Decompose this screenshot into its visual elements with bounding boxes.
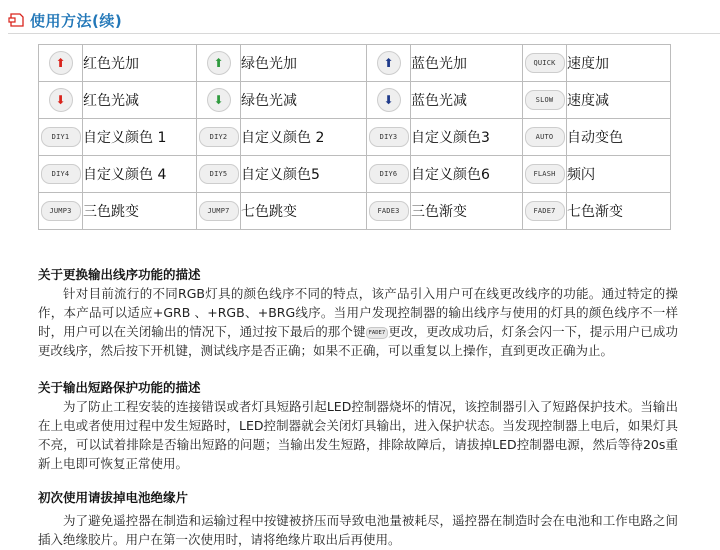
key-flash-icon: FLASH (525, 164, 565, 184)
key-icon-cell (197, 119, 241, 156)
paragraph-text: 更改，更改成功后，灯条会闪一下，提示用户已成功更改线序，然后按下开机键，测试线序是否正确；如果不正确，可以重复以上操作，直到更改正确为止。 (38, 324, 678, 358)
fade7-key-icon: FADE7 (366, 327, 389, 339)
key-fade3-icon: FADE3 (369, 201, 409, 221)
section-short-circuit (38, 378, 678, 473)
section-title: 初次使用请拔掉电池绝缘片 (38, 490, 189, 505)
section-title: 关于更换输出线序功能的描述 (38, 267, 201, 282)
key-label: 自动变色 (567, 119, 671, 156)
key-label: 蓝色光加 (411, 45, 523, 82)
key-label: 红色光加 (83, 45, 197, 82)
paragraph-text: 针对目前流行的不同RGB灯具的颜色线序不同的特点，该产品引入用户可在线更改线序的功能。通过特定的操作，本产品可以适应+GRB 、+RGB、+BRG线序。当用户发现控制器的输出线序与使用的灯具的颜色线序不一样时，用户可以在关闭输出的情况下，通过按下最后的那个键 (38, 286, 678, 339)
section-header (8, 8, 122, 32)
key-icon-cell (523, 156, 567, 193)
key-label: 蓝色光减 (411, 82, 523, 119)
key-icon-cell (367, 119, 411, 156)
section-paragraph (38, 284, 678, 360)
key-icon-cell (39, 45, 83, 82)
key-label: 速度减 (567, 82, 671, 119)
red-arrow-down-icon: ⬇ (49, 88, 73, 112)
key-diy6-icon: DIY6 (369, 164, 409, 184)
key-icon-cell (367, 156, 411, 193)
key-label: 绿色光加 (241, 45, 367, 82)
section-line-order (38, 265, 678, 360)
remote-key-table (38, 44, 671, 230)
key-label: 速度加 (567, 45, 671, 82)
section-paragraph: 为了避免遥控器在制造和运输过程中按键被挤压而导致电池量被耗尽，遥控器在制造时会在电池和工作电路之间插入绝缘胶片。用户在第一次使用时，请将绝缘片取出后再使用。 (38, 513, 678, 547)
key-label: 三色跳变 (83, 193, 197, 230)
key-label: 频闪 (567, 156, 671, 193)
key-icon-cell (197, 45, 241, 82)
key-slow-icon: SLOW (525, 90, 565, 110)
page-title: 使用方法(续) (30, 11, 123, 30)
key-icon-cell (367, 82, 411, 119)
key-diy4-icon: DIY4 (41, 164, 81, 184)
key-label: 红色光减 (83, 82, 197, 119)
key-label: 自定义颜色6 (411, 156, 523, 193)
key-icon-cell (523, 193, 567, 230)
key-icon-cell (523, 82, 567, 119)
key-icon-cell (39, 119, 83, 156)
key-label: 三色渐变 (411, 193, 523, 230)
key-label: 绿色光减 (241, 82, 367, 119)
key-icon-cell (39, 156, 83, 193)
key-label: 自定义颜色3 (411, 119, 523, 156)
key-icon-cell (523, 45, 567, 82)
key-quick-icon: QUICK (525, 53, 565, 73)
key-icon-cell (197, 82, 241, 119)
key-icon-cell (39, 82, 83, 119)
green-arrow-down-icon: ⬇ (207, 88, 231, 112)
key-fade7-icon: FADE7 (525, 201, 565, 221)
key-icon-cell (367, 45, 411, 82)
key-label: 自定义颜色5 (241, 156, 367, 193)
green-arrow-up-icon: ⬆ (207, 51, 231, 75)
key-icon-cell (197, 156, 241, 193)
key-label: 自定义颜色 2 (241, 119, 367, 156)
key-label: 自定义颜色 4 (83, 156, 197, 193)
key-row (39, 193, 671, 230)
header-divider (8, 33, 720, 34)
key-jump3-icon: JUMP3 (41, 201, 81, 221)
key-row (39, 45, 671, 82)
section-title: 关于输出短路保护功能的描述 (38, 380, 201, 395)
key-diy5-icon: DIY5 (199, 164, 239, 184)
key-icon-cell (367, 193, 411, 230)
section-paragraph: 为了防止工程安装的连接错误或者灯具短路引起LED控制器烧坏的情况，该控制器引入了短路保护技术。当输出在上电或者使用过程中发生短路时，LED控制器就会关闭灯具输出，进入保护状态。当发现控制器上电后，如果灯具不亮，可以试着排除是否输出短路的问题；当输出发生短路，排除故障后，请拔掉LED控制器电源，然后等待20s重新上电即可恢复正常使用。 (38, 399, 678, 471)
key-diy2-icon: DIY2 (199, 127, 239, 147)
key-row (39, 156, 671, 193)
key-label: 七色跳变 (241, 193, 367, 230)
key-icon-cell (39, 193, 83, 230)
key-icon-cell (523, 119, 567, 156)
key-diy3-icon: DIY3 (369, 127, 409, 147)
key-icon-cell (197, 193, 241, 230)
key-label: 自定义颜色 1 (83, 119, 197, 156)
key-row (39, 82, 671, 119)
page-tab-icon (8, 12, 26, 28)
red-arrow-up-icon: ⬆ (49, 51, 73, 75)
key-jump7-icon: JUMP7 (199, 201, 239, 221)
key-diy1-icon: DIY1 (41, 127, 81, 147)
section-battery (38, 488, 678, 549)
key-auto-icon: AUTO (525, 127, 565, 147)
key-label: 七色渐变 (567, 193, 671, 230)
blue-arrow-up-icon: ⬆ (377, 51, 401, 75)
key-row (39, 119, 671, 156)
blue-arrow-down-icon: ⬇ (377, 88, 401, 112)
